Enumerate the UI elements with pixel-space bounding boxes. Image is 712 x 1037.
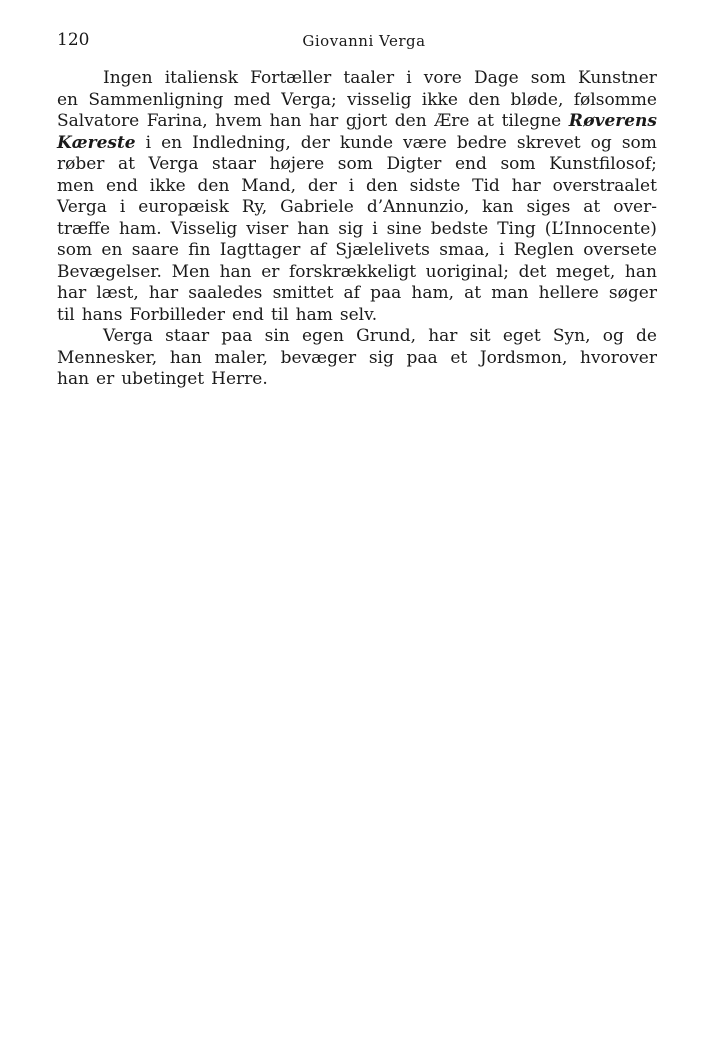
word: at	[477, 111, 494, 131]
word: end	[232, 304, 264, 325]
word: at	[118, 154, 135, 174]
word: Verga	[57, 197, 107, 217]
word: i	[406, 68, 412, 88]
word: højere	[269, 154, 325, 174]
word: meget,	[555, 261, 616, 282]
word: sig	[338, 218, 364, 239]
word: til	[57, 304, 75, 325]
word: træffe	[57, 218, 111, 239]
text-line	[57, 240, 657, 262]
word: han	[169, 347, 202, 368]
word: skrevet	[516, 132, 581, 153]
body-text	[57, 68, 657, 391]
text-line	[57, 283, 657, 305]
word: Jordsmon,	[479, 347, 568, 368]
word: Farina,	[146, 111, 208, 131]
text-line	[57, 111, 657, 133]
paragraph	[57, 68, 657, 326]
word: ikke	[149, 175, 186, 196]
word: d’Annunzio,	[366, 197, 470, 217]
text-line	[57, 348, 657, 370]
word: Forbilleder	[129, 304, 226, 325]
word: ham.	[119, 218, 162, 239]
word: i	[145, 132, 152, 153]
page-header	[57, 30, 657, 54]
text-line	[57, 133, 657, 155]
word: har	[309, 111, 339, 131]
word: taaler	[343, 68, 395, 88]
word: Men	[171, 261, 210, 282]
word: (L’Innocente)	[544, 218, 657, 239]
word: hans	[81, 304, 123, 325]
word: Indledning,	[192, 132, 291, 153]
text-line	[57, 68, 657, 90]
word: en	[57, 89, 79, 110]
word: paa	[370, 283, 402, 303]
word: gjort	[345, 111, 388, 131]
word: ham	[295, 304, 333, 325]
word: røber	[57, 154, 105, 174]
word: over-	[613, 197, 657, 217]
word: i	[499, 240, 505, 260]
word: sit	[469, 326, 491, 346]
word: han	[57, 369, 90, 389]
word: Kunstfilosof;	[549, 154, 657, 174]
word: Mennesker,	[57, 347, 158, 368]
word: staar	[165, 326, 210, 346]
word: som	[57, 240, 93, 260]
word: Verga	[148, 154, 199, 174]
word: Bevægelser.	[57, 261, 162, 282]
word: søger	[608, 283, 657, 303]
word: han	[219, 261, 252, 282]
word: med	[233, 89, 271, 110]
word: det	[518, 261, 547, 282]
word: Verga;	[281, 89, 337, 110]
word: den	[394, 111, 427, 131]
running-head: Giovanni Verga	[302, 32, 426, 50]
word: den	[365, 175, 398, 196]
word: Kunstner	[578, 68, 657, 88]
word: Sjælelivets	[335, 240, 430, 260]
word: maler,	[214, 347, 268, 368]
word: og	[602, 326, 624, 346]
word: hvem	[215, 111, 262, 131]
word: at	[464, 283, 482, 303]
word: ubetinget	[121, 369, 205, 389]
word: Syn,	[552, 326, 591, 346]
word: fin	[188, 240, 211, 260]
word: den	[197, 175, 230, 196]
word: har	[511, 175, 541, 196]
text-line	[57, 262, 657, 284]
word: ikke	[421, 89, 458, 110]
word: og	[590, 132, 612, 153]
word: Reglen	[513, 240, 574, 260]
word: bedre	[456, 132, 507, 153]
word: der	[300, 132, 330, 153]
word: Kæreste	[57, 132, 136, 153]
word: bløde,	[510, 89, 564, 110]
word: men	[57, 175, 95, 196]
word: forskrækkeligt	[289, 261, 417, 282]
word: være	[403, 132, 447, 153]
word: end	[105, 175, 138, 196]
word: han	[269, 111, 302, 131]
word: selv.	[339, 304, 378, 325]
word: viser	[246, 218, 289, 239]
word: paa	[406, 347, 438, 368]
word: overstraalet	[552, 175, 657, 196]
text-line	[57, 326, 657, 348]
word: Ingen	[103, 68, 153, 88]
word: sin	[264, 326, 290, 346]
word: en	[101, 240, 123, 260]
word: som	[621, 132, 657, 153]
word: oversete	[583, 240, 657, 260]
text-line	[57, 197, 657, 219]
word: der	[307, 175, 337, 196]
word: Iagttager	[219, 240, 301, 260]
word: han	[624, 261, 657, 282]
paragraph	[57, 326, 657, 391]
word: følsomme	[573, 89, 657, 110]
word: læst,	[96, 283, 139, 303]
word: hellere	[538, 283, 599, 303]
text-line	[57, 305, 657, 327]
word: vore	[423, 68, 462, 88]
word: en	[161, 132, 183, 153]
word: bevæger	[280, 347, 357, 368]
word: egen	[301, 326, 344, 346]
word: er	[96, 369, 115, 389]
word: de	[636, 326, 657, 346]
word: eget	[502, 326, 541, 346]
word: Digter	[386, 154, 442, 174]
word: Sammenligning	[88, 89, 224, 110]
word: har	[428, 326, 458, 346]
word: som	[500, 154, 536, 174]
word: italiensk	[164, 68, 238, 88]
text-line	[57, 219, 657, 241]
word: Røverens	[568, 111, 657, 131]
word: i	[119, 197, 126, 217]
word: Herre.	[211, 369, 268, 389]
text-line	[57, 176, 657, 198]
word: Gabriele	[280, 197, 354, 217]
word: kunde	[339, 132, 394, 153]
word: saaledes	[188, 283, 263, 303]
word: har	[57, 283, 87, 303]
word: hvorover	[580, 347, 657, 368]
word: Tid	[472, 175, 500, 196]
word: i	[348, 175, 355, 196]
word: saare	[131, 240, 179, 260]
word: visselig	[347, 89, 412, 110]
word: Ry,	[241, 197, 268, 217]
word: paa	[221, 326, 253, 346]
word: til	[270, 304, 289, 325]
text-line	[57, 90, 657, 112]
text-line	[57, 369, 657, 391]
word: tilegne	[501, 111, 562, 131]
word: smittet	[272, 283, 334, 303]
word: har	[148, 283, 179, 303]
word: af	[343, 283, 360, 303]
word: siges	[526, 197, 571, 217]
word: staar	[212, 154, 256, 174]
word: Ære	[434, 111, 470, 131]
word: smaa,	[439, 240, 490, 260]
word: som	[337, 154, 373, 174]
word: europæisk	[138, 197, 229, 217]
word: Verga	[103, 326, 153, 346]
word: Ting	[497, 218, 536, 239]
word: Visselig	[170, 218, 238, 239]
word: sine	[386, 218, 422, 239]
word: er	[261, 261, 280, 282]
word: Dage	[473, 68, 519, 88]
word: ham,	[411, 283, 455, 303]
word: uoriginal;	[425, 261, 509, 282]
word: han	[297, 218, 330, 239]
word: et	[450, 347, 468, 368]
word: end	[454, 154, 487, 174]
word: af	[309, 240, 327, 260]
word: Mand,	[241, 175, 297, 196]
word: som	[530, 68, 566, 88]
word: sig	[368, 347, 394, 368]
text-line	[57, 154, 657, 176]
word: man	[491, 283, 529, 303]
word: i	[372, 218, 378, 239]
page-number: 120	[57, 30, 90, 50]
word: sidste	[409, 175, 461, 196]
word: Grund,	[356, 326, 417, 346]
word: Salvatore	[57, 111, 140, 131]
word: bedste	[430, 218, 489, 239]
word: den	[468, 89, 501, 110]
word: kan	[482, 197, 514, 217]
word: Fortæller	[250, 68, 332, 88]
word: at	[583, 197, 601, 217]
